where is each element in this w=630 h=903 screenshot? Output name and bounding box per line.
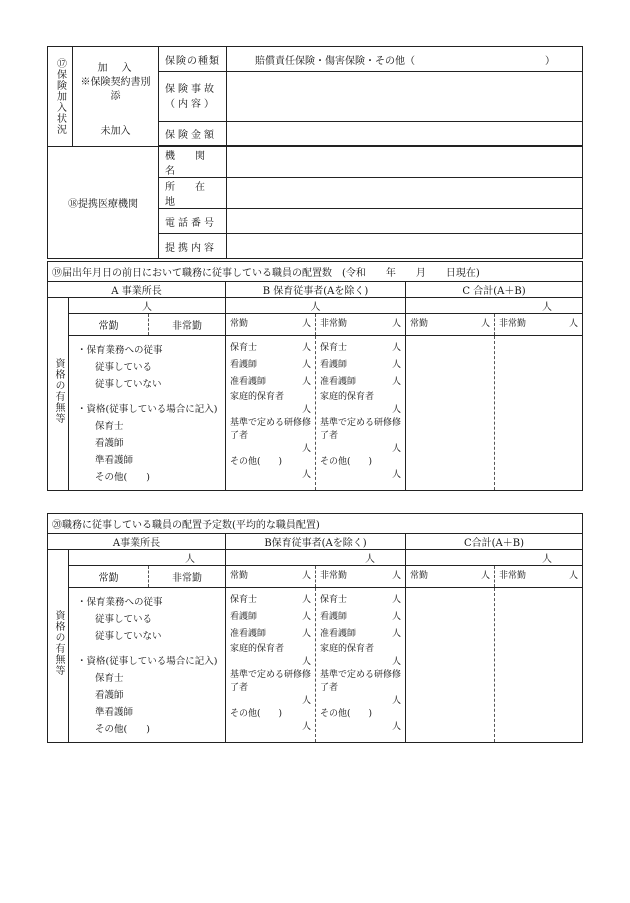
medical-row-label: 電話番号 — [159, 209, 227, 234]
insurance-join-cell: 加 入 ※保険契約書別添 未加入 — [73, 47, 159, 147]
c-fulltime: 常勤 人 — [406, 314, 495, 336]
c-fulltime-blank — [406, 588, 495, 743]
c-parttime-blank — [495, 588, 583, 743]
a-fulltime: 常勤 — [69, 566, 149, 588]
b-fulltime: 常勤 人 — [226, 314, 316, 336]
a-qualifications: ・保育業務への従事 従事している 従事していない ・資格(従事している場合に記入) 保育士 看護師 準看護師 その他( ) — [69, 588, 226, 743]
medical-row-value — [227, 209, 583, 234]
medical-row-label: 提携内容 — [159, 234, 227, 259]
staff-plan-table — [47, 513, 583, 743]
c-person-total: 人 — [406, 550, 583, 566]
b-person-total: 人 — [226, 550, 406, 566]
medical-row-label: 機 関 名 — [159, 147, 227, 178]
medical-section-label: ⑱提携医療機関 — [48, 147, 159, 259]
medical-row-value — [227, 178, 583, 209]
insurance-accident-label: 保険事故（内容） — [159, 72, 227, 122]
medical-row-value — [227, 147, 583, 178]
insurance-accident-value — [227, 72, 583, 122]
insurance-section-label: ⑰保険加入状況 — [48, 47, 73, 147]
c-fulltime-blank — [406, 336, 495, 491]
b-parttime: 非常勤 人 — [316, 314, 406, 336]
col-b-header: B保育従事者(Aを除く) — [226, 534, 406, 550]
a-person-total: 人 — [69, 550, 226, 566]
b-fulltime: 常勤 人 — [226, 566, 316, 588]
col-b-header: B 保育従事者(Aを除く) — [226, 282, 406, 298]
c-parttime: 非常勤 人 — [495, 566, 583, 588]
col-a-header: A事業所長 — [48, 534, 226, 550]
staff-plan-title: ⑳職務に従事している職員の配置予定数(平均的な職員配置) — [48, 514, 583, 534]
b-parttime: 非常勤 人 — [316, 566, 406, 588]
staff-current-title: ⑲届出年月日の前日において職務に従事している職員の配置数 (令和 年 月 日現在) — [48, 262, 583, 282]
insurance-type-value: 賠償責任保険・傷害保険・その他（ ） — [227, 47, 583, 72]
b-fulltime-qualifications: 保育士 人 看護師 人 准看護師 人 家庭的保育者 人 基準で定める研修修了者 人 その他( ) 人 — [226, 588, 316, 743]
staff-current-table — [47, 261, 583, 491]
side-label-plan: 資格の有無等 — [53, 610, 64, 676]
c-parttime-blank — [495, 336, 583, 491]
b-parttime-qualifications: 保育士 人 看護師 人 准看護師 人 家庭的保育者 人 基準で定める研修修了者 人 その他( ) 人 — [316, 588, 406, 743]
side-label-current: 資格の有無等 — [53, 358, 64, 424]
c-fulltime: 常勤 人 — [406, 566, 495, 588]
a-person-total: 人 — [69, 298, 226, 314]
a-parttime: 非常勤 — [149, 566, 226, 588]
col-c-header: C合計(A＋B) — [406, 534, 583, 550]
c-person-total: 人 — [406, 298, 583, 314]
insurance-amount-value — [227, 122, 583, 146]
b-parttime-qualifications: 保育士 人 看護師 人 准看護師 人 家庭的保育者 人 基準で定める研修修了者 人 その他( ) 人 — [316, 336, 406, 491]
medical-row-value — [227, 234, 583, 259]
b-person-total: 人 — [226, 298, 406, 314]
a-qualifications: ・保育業務への従事 従事している 従事していない ・資格(従事している場合に記入) 保育士 看護師 準看護師 その他( ) — [69, 336, 226, 491]
a-parttime: 非常勤 — [149, 314, 226, 336]
c-parttime: 非常勤 人 — [495, 314, 583, 336]
insurance-medical-table — [47, 46, 583, 259]
col-a-header: A 事業所長 — [48, 282, 226, 298]
medical-row-label: 所 在 地 — [159, 178, 227, 209]
insurance-type-label: 保険の種類 — [159, 47, 227, 72]
b-fulltime-qualifications: 保育士 人 看護師 人 准看護師 人 家庭的保育者 人 基準で定める研修修了者 人 その他( ) 人 — [226, 336, 316, 491]
insurance-amount-label: 保険金額 — [159, 122, 227, 146]
col-c-header: C 合計(A＋B) — [406, 282, 583, 298]
a-fulltime: 常勤 — [69, 314, 149, 336]
